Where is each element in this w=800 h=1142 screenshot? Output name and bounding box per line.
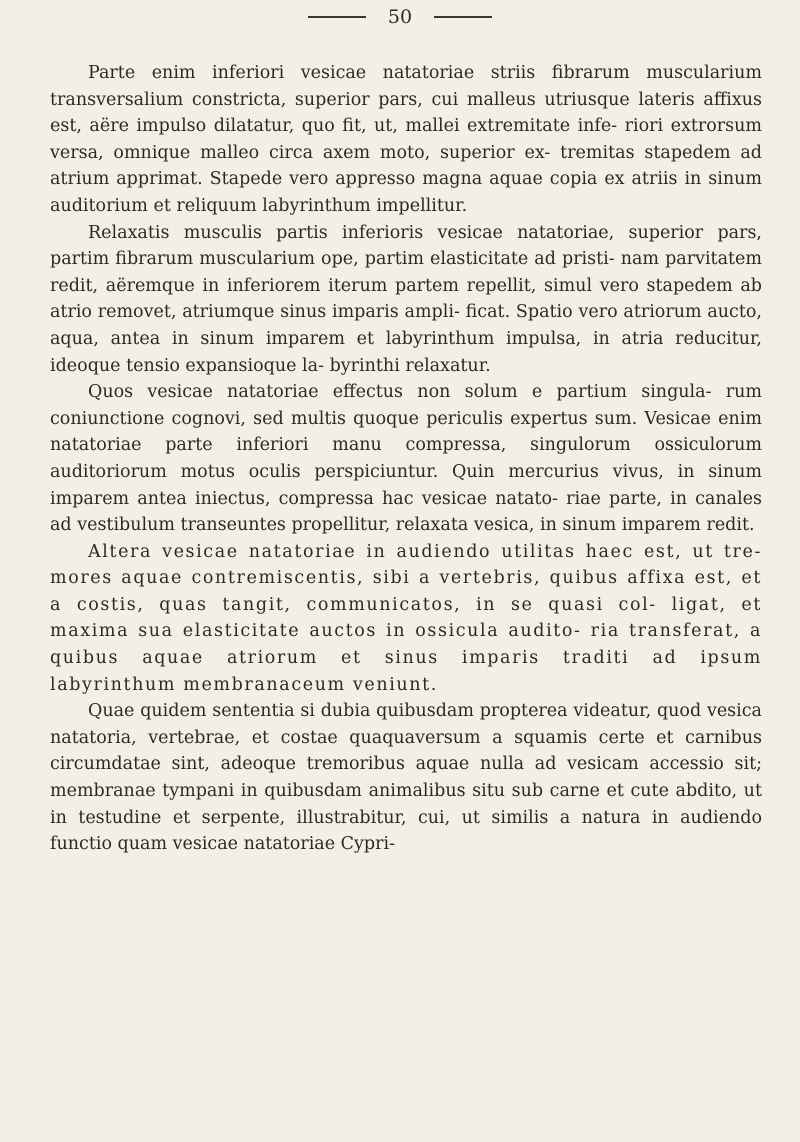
- page-number: 50: [387, 6, 413, 28]
- paragraph-4: Altera vesicae natatoriae in audiendo utilitas haec est, ut tre- mores aquae contremiscentis, sibi a vertebris, quibus affixa est, et a costis, quas tangit, communicatos, in se quasi col- ligat, et maxima sua elasticitate auctos in ossicula audito- ria transferat, a quibus aquae atriorum et sinus imparis traditi ad ipsum labyrinthum membranaceum veniunt.: [50, 541, 762, 695]
- running-head: [0, 6, 800, 28]
- paragraph-5: Quae quidem sententia si dubia quibusdam propterea videatur, quod vesica natatoria, vertebrae, et costae quaquaversum a squamis certe et carnibus circumdatae sint, adeoque tremoribus aquae nulla ad vesicam accessio sit; membranae tympani in quibusdam animalibus situ sub carne et cute abdito, ut in testudine et serpente, illustrabitur, cui, ut similis a natura in audiendo functio quam vesicae natatoriae Cypri-: [50, 701, 762, 855]
- header-rule-right: [434, 16, 492, 18]
- paragraph-1: Parte enim inferiori vesicae natatoriae striis fibrarum muscularium transversalium constricta, superior pars, cui malleus utriusque lateris affixus est, aëre impulso dilatatur, quo fit, ut, mallei extremitate infe- riori extrorsum versa, omnique malleo circa axem moto, superior ex- tremitas stapedem ad atrium apprimat. Stapede vero appresso magna aquae copia ex atriis in sinum auditorium et reliquum labyrinthum impellitur.: [50, 63, 762, 216]
- paragraph-3: Quos vesicae natatoriae effectus non solum e partium singula- rum coniunctione cognovi, sed multis quoque periculis expertus sum. Vesicae enim natatoriae parte inferiori manu compressa, singulorum ossiculorum auditoriorum motus oculis perspiciuntur. Quin mercurius vivus, in sinum imparem antea iniectus, compressa hac vesicae natato- riae parte, in canales ad vestibulum transeuntes propellitur, relaxata vesica, in sinum imparem redit.: [50, 382, 762, 536]
- paragraph-2: Relaxatis musculis partis inferioris vesicae natatoriae, superior pars, partim fibrarum muscularium ope, partim elasticitate ad pristi- nam parvitatem redit, aëremque in inferiorem iterum partem repellit, simul vero stapedem ab atrio removet, atriumque sinus imparis ampli- ficat. Spatio vero atriorum aucto, aqua, antea in sinum imparem et labyrinthum impulsa, in atria reducitur, ideoque tensio expansioque la- byrinthi relaxatur.: [50, 222, 762, 376]
- body-text: [50, 60, 762, 858]
- header-rule-left: [308, 16, 366, 18]
